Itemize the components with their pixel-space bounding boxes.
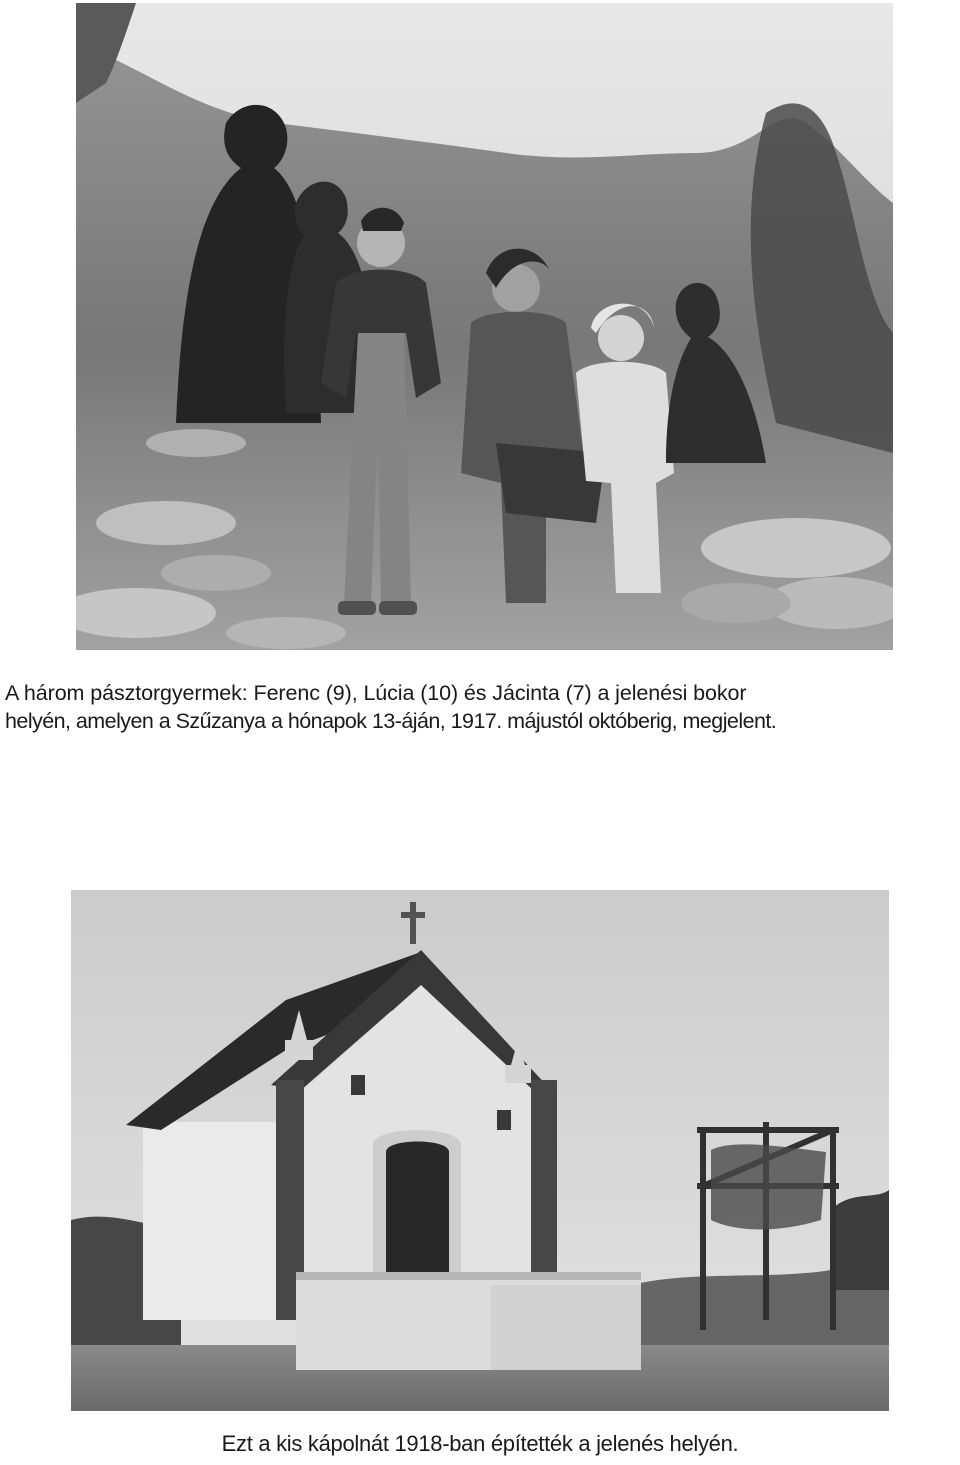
photo-shepherd-children xyxy=(76,3,893,650)
photo-shepherd-children-image xyxy=(76,3,893,650)
caption-chapel: Ezt a kis kápolnát 1918-ban építették a jelenés helyén. xyxy=(221,1431,739,1456)
photo-chapel-image xyxy=(71,890,889,1411)
caption-children-line-1: A három pásztorgyermek: Ferenc (9), Lúcia (10) és Jácinta (7) a jelenési bokor xyxy=(5,681,747,705)
photo-chapel xyxy=(71,890,889,1411)
caption-children-line-2: helyén, amelyen a Szűzanya a hónapok 13-áján, 1917. májustól októberig, megjelent. xyxy=(5,709,777,733)
